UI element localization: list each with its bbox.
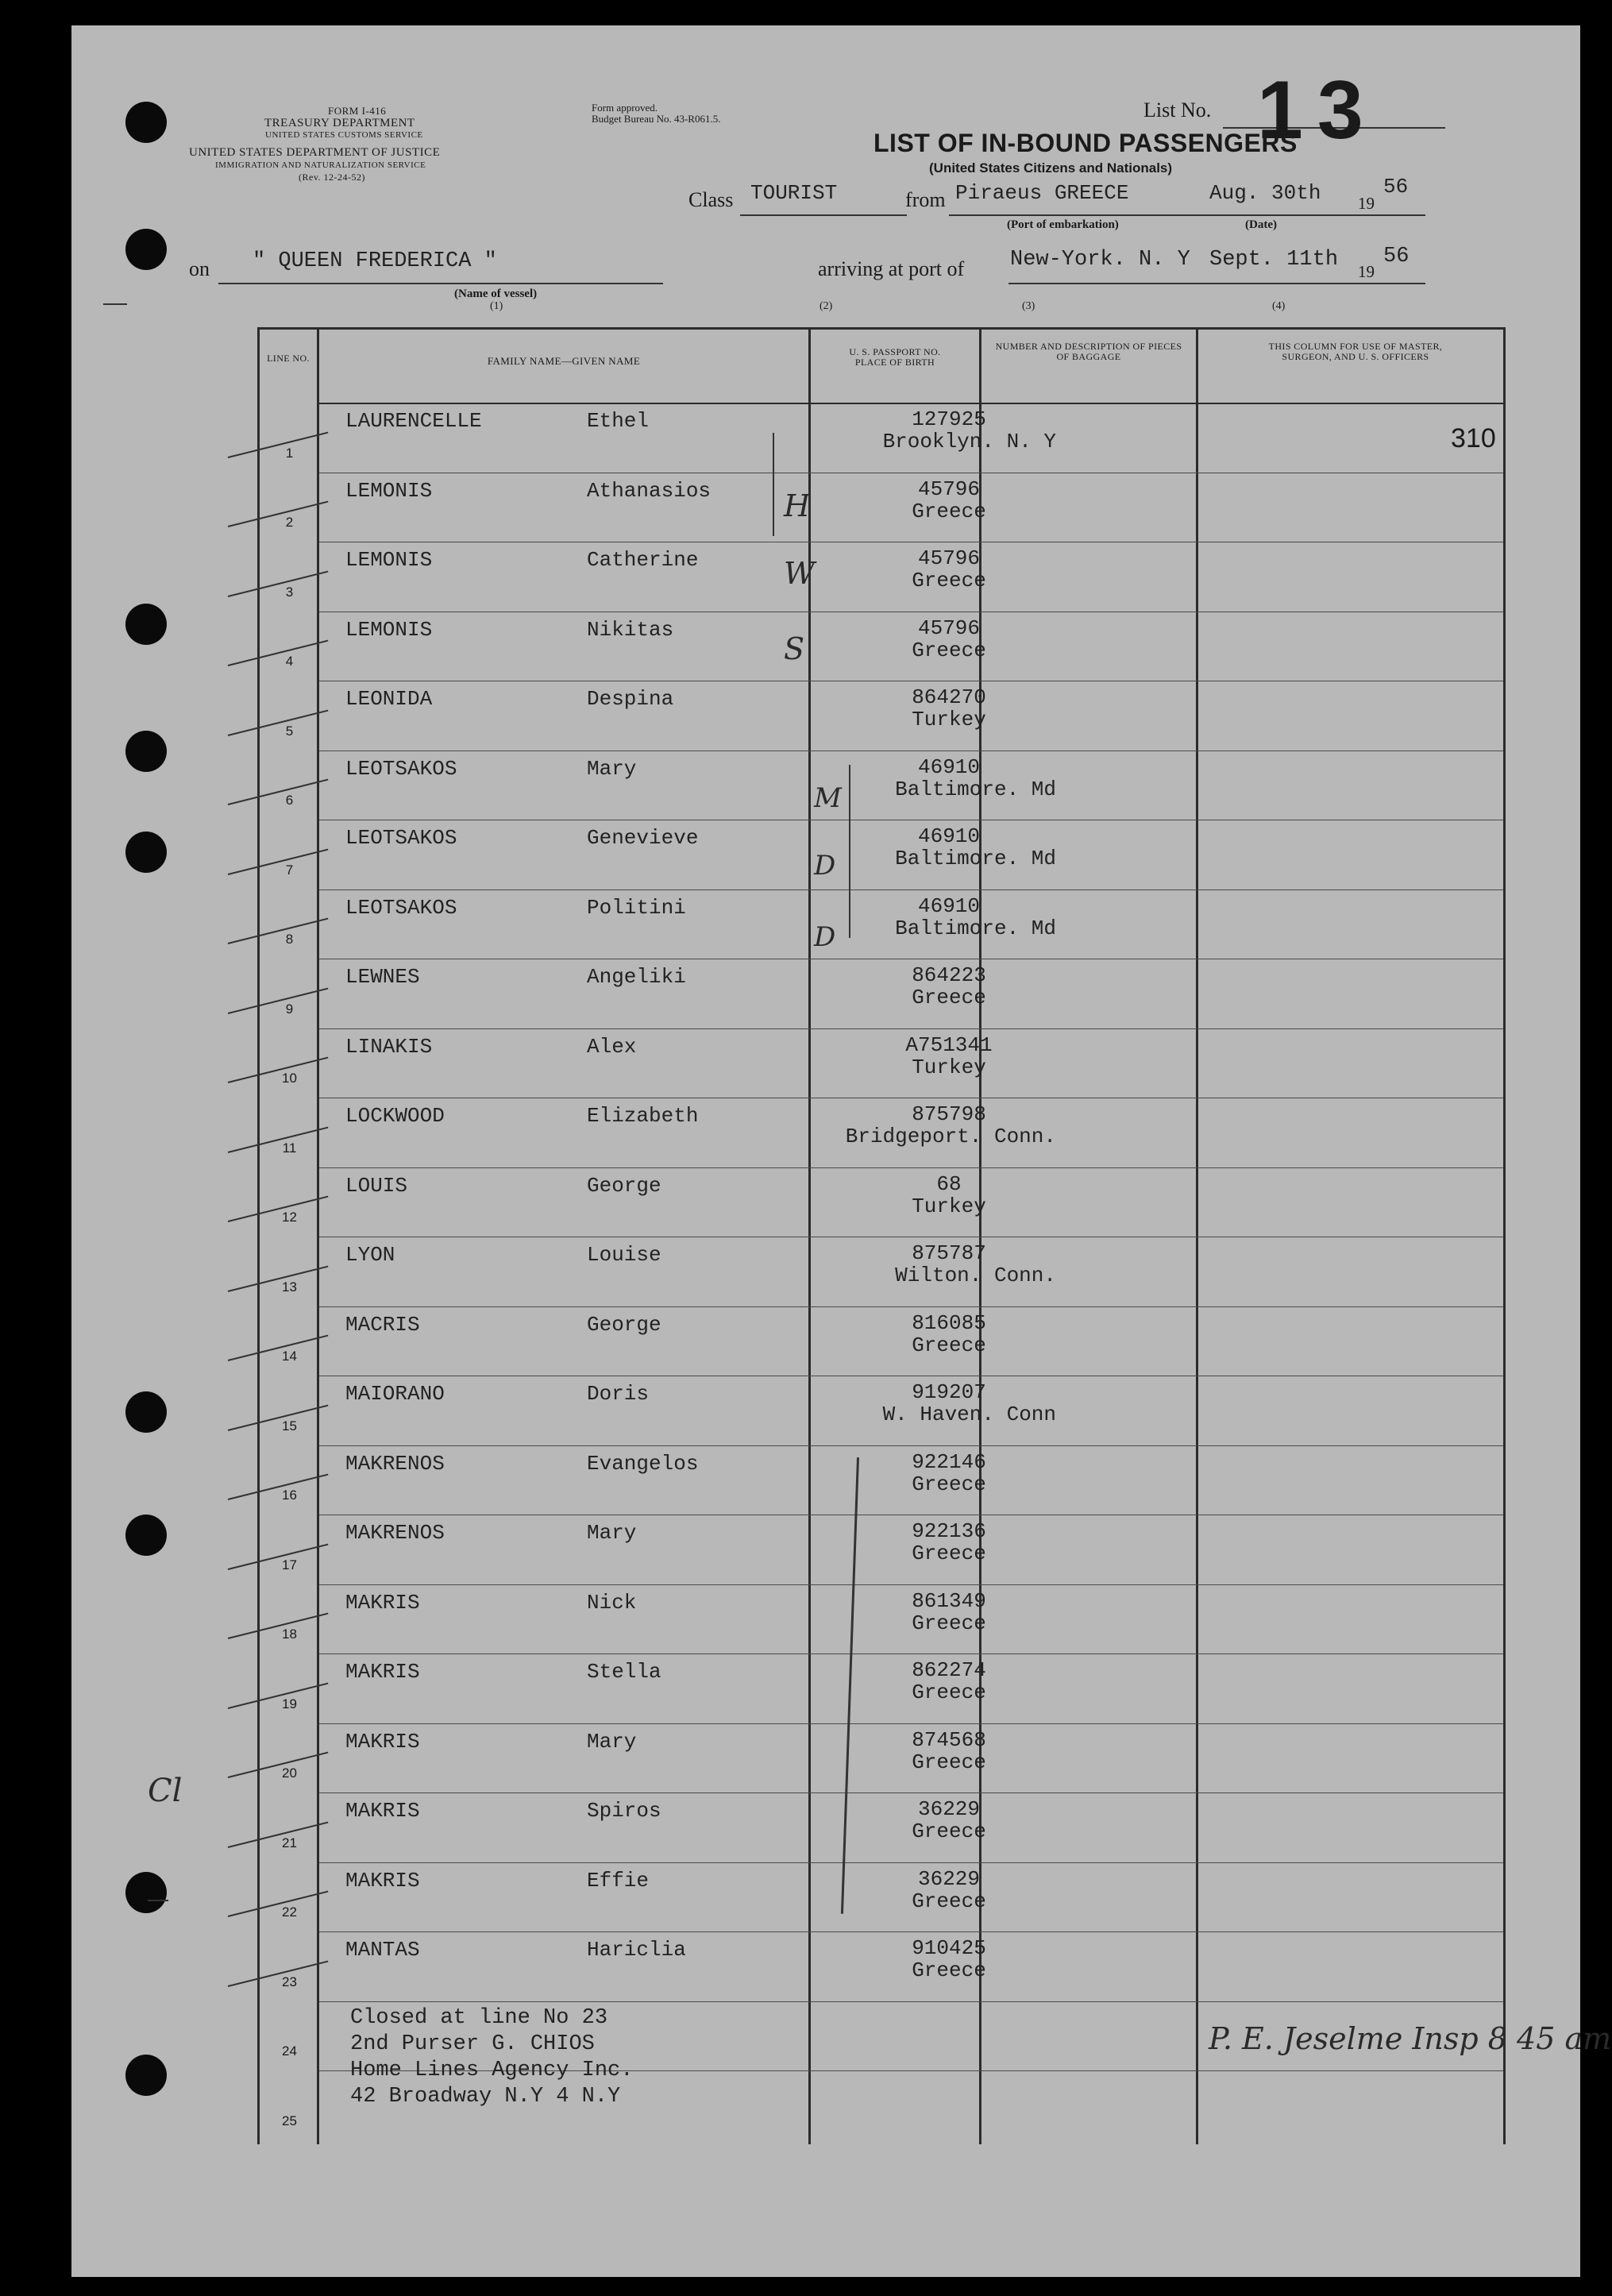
passport-number: 36229 xyxy=(917,1797,980,1821)
class-label: Class xyxy=(688,188,734,211)
passport-number: 46910 xyxy=(917,824,980,848)
year-prefix-2: 19 xyxy=(1358,262,1375,281)
place-of-birth: Greece xyxy=(912,1958,986,1982)
line-number: 25 xyxy=(282,2113,297,2128)
passport-cell xyxy=(842,477,1056,523)
punch-hole xyxy=(125,604,167,645)
place-of-birth: Baltimore. Md xyxy=(895,847,1056,870)
given-name: Effie xyxy=(587,1868,650,1893)
given-name: George xyxy=(587,1312,661,1337)
table-row xyxy=(260,1862,1503,1932)
family-name: MAKRENOS xyxy=(345,1451,445,1476)
place-of-birth: Greece xyxy=(912,1681,986,1704)
place-of-birth: Wilton. Conn. xyxy=(895,1264,1056,1287)
line-number: 21 xyxy=(282,1835,297,1850)
passport-number: 46910 xyxy=(917,893,980,918)
passport-number: 874568 xyxy=(912,1727,986,1752)
passport-cell xyxy=(842,1450,1056,1496)
embarkation-date: Aug. 30th xyxy=(1209,181,1321,205)
closing-line-4: 42 Broadway N.Y 4 N.Y xyxy=(350,2085,621,2109)
place-of-birth: Bridgeport. Conn. xyxy=(845,1125,1056,1148)
given-name: Mary xyxy=(587,1729,637,1754)
table-row xyxy=(260,1931,1503,2001)
passport-number: 922146 xyxy=(912,1449,986,1474)
family-name: MAKRIS xyxy=(345,1660,420,1684)
passport-cell xyxy=(842,1172,1056,1218)
family-name: LYON xyxy=(345,1243,395,1267)
passport-number: 861349 xyxy=(912,1588,986,1613)
header-officers: THIS COLUMN FOR USE OF MASTER, SURGEON, AND U. S. OFFICERS xyxy=(1268,341,1443,362)
bracket-mark: M xyxy=(814,782,842,814)
passport-cell xyxy=(842,685,1056,731)
passport-number: 910425 xyxy=(912,1936,986,1960)
line-number: 22 xyxy=(282,1904,297,1920)
place-of-birth: Greece xyxy=(912,569,986,592)
family-name: MAKRIS xyxy=(345,1868,420,1893)
table-row xyxy=(260,1306,1503,1376)
place-of-birth: Baltimore. Md xyxy=(895,916,1056,940)
passport-number: 45796 xyxy=(917,477,980,501)
form-title: LIST OF IN-BOUND PASSENGERS xyxy=(873,129,1298,157)
family-name: LEWNES xyxy=(345,965,420,989)
line-number: 14 xyxy=(282,1349,297,1364)
given-name: Louise xyxy=(587,1243,661,1267)
on-label: on xyxy=(189,257,210,280)
passport-number: 862274 xyxy=(912,1658,986,1682)
family-name: LOCKWOOD xyxy=(345,1104,445,1128)
line-number: 5 xyxy=(285,723,294,739)
vessel-name: " QUEEN FREDERICA " xyxy=(253,249,497,273)
given-name: Mary xyxy=(587,1521,637,1545)
table-row xyxy=(260,1723,1503,1793)
line-number: 24 xyxy=(282,2043,297,2059)
port-of-embarkation: Piraeus GREECE xyxy=(955,181,1129,205)
line-number: 13 xyxy=(282,1279,297,1295)
family-name: MAKRIS xyxy=(345,1590,420,1615)
place-of-birth: Greece xyxy=(912,1750,986,1774)
family-name: MAKRENOS xyxy=(345,1521,445,1545)
place-of-birth: Greece xyxy=(912,1889,986,1913)
officer-code: 310 xyxy=(1451,423,1496,453)
punch-hole xyxy=(125,1515,167,1556)
family-name: LEONIDA xyxy=(345,687,433,711)
passport-cell xyxy=(842,1102,1056,1148)
line-number: 15 xyxy=(282,1418,297,1434)
line-number: 8 xyxy=(285,932,294,947)
line-number: 6 xyxy=(285,793,294,808)
given-name: Evangelos xyxy=(587,1451,699,1476)
family-name: MAIORANO xyxy=(345,1382,445,1406)
passport-number: 816085 xyxy=(912,1310,986,1335)
family-name: MAKRIS xyxy=(345,1729,420,1754)
family-name: MAKRIS xyxy=(345,1799,420,1823)
family-name: LAURENCELLE xyxy=(345,409,482,433)
bracket-mark: H xyxy=(784,488,811,523)
passport-cell xyxy=(842,824,1056,870)
punch-hole xyxy=(125,1391,167,1433)
given-name: Genevieve xyxy=(587,826,699,850)
passport-number: 864223 xyxy=(912,963,986,987)
line-number: 12 xyxy=(282,1210,297,1225)
given-name: Catherine xyxy=(587,548,699,572)
place-of-birth: Turkey xyxy=(912,708,986,731)
place-of-birth: Greece xyxy=(912,1611,986,1635)
passport-number: 45796 xyxy=(917,615,980,640)
table-row xyxy=(260,1445,1503,1515)
col-4-label: (4) xyxy=(1272,300,1286,312)
table-row xyxy=(260,1515,1503,1584)
passport-number: 864270 xyxy=(912,685,986,709)
place-of-birth: Baltimore. Md xyxy=(895,777,1056,801)
place-of-birth: Greece xyxy=(912,1472,986,1496)
given-name: Spiros xyxy=(587,1799,661,1823)
table-row xyxy=(260,612,1503,681)
bracket-mark: D xyxy=(814,850,836,882)
given-name: Hariclia xyxy=(587,1938,686,1962)
family-name: LEOTSAKOS xyxy=(345,756,457,781)
table-row xyxy=(260,542,1503,612)
list-no-label: List No. xyxy=(1143,98,1212,122)
family-name: LEOTSAKOS xyxy=(345,895,457,920)
arrival-port: New-York. N. Y xyxy=(1010,248,1190,272)
passport-number: 45796 xyxy=(917,546,980,570)
passport-number: A751341 xyxy=(905,1032,993,1057)
justice-label: UNITED STATES DEPARTMENT OF JUSTICE xyxy=(189,146,441,159)
class-value: TOURIST xyxy=(750,181,838,205)
family-name: LEMONIS xyxy=(345,548,433,572)
embarkation-caption: (Port of embarkation) xyxy=(1007,218,1119,231)
passenger-table xyxy=(257,327,1612,2144)
passport-number: 68 xyxy=(936,1171,962,1196)
passport-number: 875787 xyxy=(912,1241,986,1265)
passport-number: 875798 xyxy=(912,1102,986,1126)
passport-cell xyxy=(842,1589,1056,1635)
col-3-label: (3) xyxy=(1022,300,1035,312)
header-baggage: NUMBER AND DESCRIPTION OF PIECES OF BAGGAGE xyxy=(995,341,1182,362)
bracket-mark: S xyxy=(784,631,805,666)
given-name: Politini xyxy=(587,895,686,920)
form-approved: Form approved. xyxy=(592,102,658,114)
from-label: from xyxy=(905,188,946,211)
table-row xyxy=(260,1792,1503,1862)
line-number: 11 xyxy=(282,1140,297,1156)
bracket-mark: D xyxy=(814,921,836,953)
family-name: LOUIS xyxy=(345,1173,408,1198)
punch-hole xyxy=(125,229,167,270)
table-row xyxy=(260,1654,1503,1723)
revision-label: (Rev. 12-24-52) xyxy=(299,172,366,183)
passport-cell xyxy=(842,616,1056,662)
passport-number: 46910 xyxy=(917,754,980,779)
passport-cell xyxy=(842,1867,1056,1913)
table-row xyxy=(260,820,1503,889)
form-number: FORM I-416 xyxy=(328,105,387,117)
table-row xyxy=(260,959,1503,1028)
passport-cell xyxy=(842,1658,1056,1704)
ins-label: IMMIGRATION AND NATURALIZATION SERVICE xyxy=(215,160,426,170)
place-of-birth: Brooklyn. N. Y xyxy=(882,430,1056,453)
line-number: 3 xyxy=(285,584,294,600)
line-number: 2 xyxy=(285,515,294,530)
punch-hole xyxy=(125,102,167,143)
passport-number: 127925 xyxy=(912,407,986,431)
passport-cell xyxy=(842,1311,1056,1357)
header-name: FAMILY NAME—GIVEN NAME xyxy=(487,355,641,367)
given-name: Ethel xyxy=(587,409,650,433)
passport-cell xyxy=(842,1797,1056,1843)
line-number: 18 xyxy=(282,1626,297,1642)
passport-number: 36229 xyxy=(917,1866,980,1891)
given-name: Angeliki xyxy=(587,965,686,989)
place-of-birth: Greece xyxy=(912,499,986,523)
form-subtitle: (United States Citizens and Nationals) xyxy=(929,160,1173,176)
line-number: 9 xyxy=(285,1001,294,1017)
passport-cell xyxy=(842,1033,1056,1079)
year-prefix: 19 xyxy=(1358,194,1375,213)
place-of-birth: Greece xyxy=(912,1542,986,1565)
table-row xyxy=(260,1237,1503,1306)
given-name: Alex xyxy=(587,1034,637,1059)
given-name: George xyxy=(587,1173,661,1198)
col-2-label: (2) xyxy=(819,300,833,312)
passport-cell xyxy=(842,1936,1056,1982)
table-row xyxy=(260,1098,1503,1167)
given-name: Mary xyxy=(587,756,637,781)
family-name: MACRIS xyxy=(345,1312,420,1337)
table-row xyxy=(260,1028,1503,1098)
table-row xyxy=(260,1584,1503,1654)
passport-cell xyxy=(842,546,1056,592)
family-name: MANTAS xyxy=(345,1938,420,1962)
closing-line-1: Closed at line No 23 xyxy=(350,2006,608,2030)
place-of-birth: Greece xyxy=(912,986,986,1009)
passport-number: 922136 xyxy=(912,1519,986,1543)
line-number: 20 xyxy=(282,1765,297,1781)
punch-hole xyxy=(125,2055,167,2096)
col-1-label: (1) xyxy=(490,300,503,312)
passport-cell xyxy=(842,1728,1056,1774)
embarkation-year: 56 xyxy=(1383,175,1409,199)
header-passport: U. S. PASSPORT NO. PLACE OF BIRTH xyxy=(849,346,941,368)
family-name: LINAKIS xyxy=(345,1034,433,1059)
bracket-mark: W xyxy=(784,556,816,591)
given-name: Stella xyxy=(587,1660,661,1684)
inspector-note: P. E. Jeselme Insp 8 45 am xyxy=(1209,2021,1612,2056)
line-number: 10 xyxy=(282,1071,297,1086)
arrival-year: 56 xyxy=(1383,245,1410,268)
family-name: LEMONIS xyxy=(345,478,433,503)
place-of-birth: Turkey xyxy=(912,1055,986,1079)
table-row xyxy=(260,403,1503,473)
header-line-no: LINE NO. xyxy=(267,353,310,364)
given-name: Athanasios xyxy=(587,478,712,503)
given-name: Elizabeth xyxy=(587,1104,699,1128)
given-name: Nick xyxy=(587,1590,637,1615)
list-number: 13 xyxy=(1257,64,1378,156)
closing-line-3: Home Lines Agency Inc. xyxy=(350,2059,634,2082)
line-number: 4 xyxy=(285,654,294,669)
punch-hole xyxy=(125,1872,167,1913)
vessel-caption: (Name of vessel) xyxy=(454,287,538,300)
passport-cell xyxy=(842,407,1056,453)
passport-cell xyxy=(842,755,1056,801)
table-row xyxy=(260,473,1503,542)
family-name: LEOTSAKOS xyxy=(345,826,457,850)
given-name: Nikitas xyxy=(587,617,674,642)
place-of-birth: Greece xyxy=(912,1333,986,1357)
table-row xyxy=(260,751,1503,820)
place-of-birth: Greece xyxy=(912,638,986,662)
table-row xyxy=(260,681,1503,751)
passport-cell xyxy=(842,894,1056,940)
arriving-label: arriving at port of xyxy=(818,257,965,280)
punch-hole xyxy=(125,731,167,772)
line-number: 23 xyxy=(282,1974,297,1989)
family-name: LEMONIS xyxy=(345,617,433,642)
margin-mark: Cl xyxy=(148,1773,183,1809)
passport-cell xyxy=(842,963,1056,1009)
given-name: Doris xyxy=(587,1382,650,1406)
closing-line-2: 2nd Purser G. CHIOS xyxy=(350,2032,595,2056)
customs-label: UNITED STATES CUSTOMS SERVICE xyxy=(265,130,423,140)
passport-cell xyxy=(842,1519,1056,1565)
line-number: 16 xyxy=(282,1488,297,1503)
date-caption: (Date) xyxy=(1245,218,1277,231)
line-number: 17 xyxy=(282,1557,297,1572)
manifest-sheet xyxy=(71,25,1612,2277)
line-number: 19 xyxy=(282,1696,297,1711)
table-row xyxy=(260,1167,1503,1237)
given-name: Despina xyxy=(587,687,674,711)
arrival-date: Sept. 11th xyxy=(1209,248,1339,272)
line-number: 1 xyxy=(285,445,294,461)
place-of-birth: W. Haven. Conn xyxy=(882,1403,1056,1426)
punch-hole xyxy=(125,832,167,873)
table-row xyxy=(260,1376,1503,1445)
passport-cell xyxy=(842,1241,1056,1287)
treasury-label: TREASURY DEPARTMENT xyxy=(264,117,415,129)
line-number: 7 xyxy=(285,862,294,878)
table-row xyxy=(260,889,1503,959)
passport-number: 919207 xyxy=(912,1380,986,1404)
budget-bureau: Budget Bureau No. 43-R061.5. xyxy=(592,113,721,125)
passport-cell xyxy=(842,1380,1056,1426)
place-of-birth: Greece xyxy=(912,1819,986,1843)
place-of-birth: Turkey xyxy=(912,1194,986,1218)
